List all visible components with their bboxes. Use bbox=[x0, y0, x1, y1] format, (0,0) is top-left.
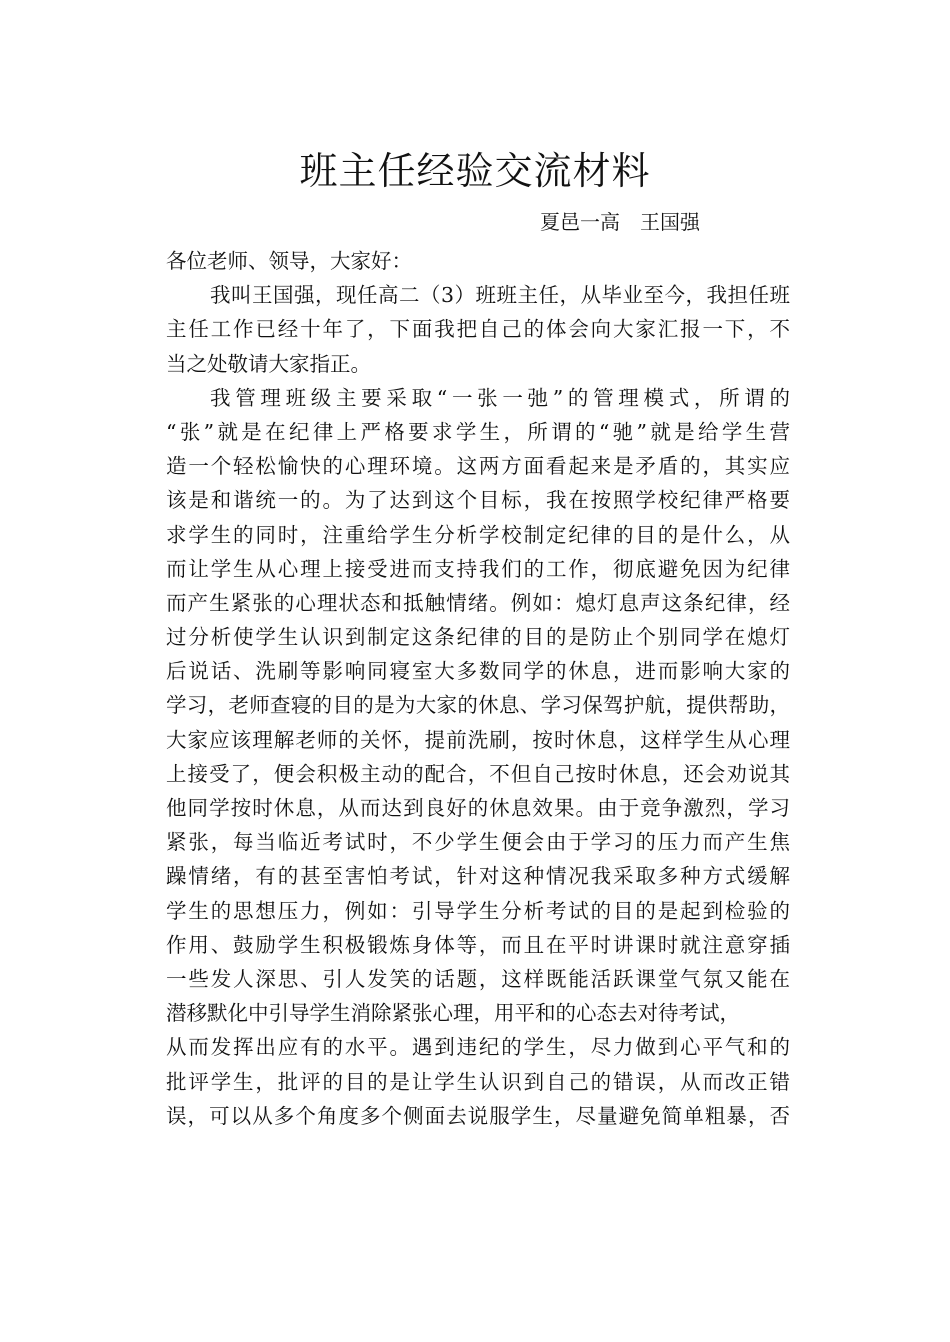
text-line: 上接受了，便会积极主动的配合，不但自己按时休息，还会劝说其 bbox=[166, 761, 790, 786]
text-line: 过分析使学生认识到制定这条纪律的目的是防止个别同学在熄灯 bbox=[166, 625, 790, 650]
document-title: 班主任经验交流材料 bbox=[299, 149, 651, 193]
text-line: 我管理班级主要采取“一张一弛”的管理模式，所谓的 bbox=[210, 385, 790, 410]
text-line: 当之处敬请大家指正。 bbox=[166, 351, 371, 376]
text-line: 他同学按时休息，从而达到良好的休息效果。由于竞争激烈，学习 bbox=[166, 796, 790, 820]
text-line: “张”就是在纪律上严格要求学生，所谓的“驰”就是给学生营 bbox=[166, 419, 790, 444]
text-line: 紧张，每当临近考试时，不少学生便会由于学习的压力而产生焦 bbox=[166, 830, 790, 855]
text-line: 潜移默化中引导学生消除紧张心理，用平和的心态去对待考试， bbox=[166, 1001, 740, 1026]
text-line: 误，可以从多个角度多个侧面去说服学生，尽量避免简单粗暴，否 bbox=[166, 1103, 790, 1128]
text-line: 一些发人深思、引人发笑的话题，这样既能活跃课堂气氛又能在 bbox=[166, 966, 790, 991]
text-line: 求学生的同时，注重给学生分析学校制定纪律的目的是什么，从 bbox=[166, 522, 790, 547]
text-line: 主任工作已经十年了，下面我把自己的体会向大家汇报一下，不 bbox=[166, 317, 790, 342]
document-author: 夏邑一高 王国强 bbox=[540, 210, 700, 234]
text-line: 作用、鼓励学生积极锻炼身体等，而且在平时讲课时就注意穿插 bbox=[166, 932, 790, 957]
text-line: 从而发挥出应有的水平。遇到违纪的学生，尽力做到心平气和的 bbox=[166, 1035, 790, 1060]
text-line: 我叫王国强，现任高二（3）班班主任，从毕业至今，我担任班 bbox=[210, 283, 790, 308]
text-line: 大家应该理解老师的关怀，提前洗刷，按时休息，这样学生从心理 bbox=[166, 727, 790, 752]
text-line: 而产生紧张的心理状态和抵触情绪。例如：熄灯息声这条纪律，经 bbox=[166, 590, 790, 615]
document-body bbox=[166, 244, 790, 1133]
text-line: 学生的思想压力，例如：引导学生分析考试的目的是起到检验的 bbox=[166, 898, 790, 923]
text-line: 躁情绪，有的甚至害怕考试，针对这种情况我采取多种方式缓解 bbox=[166, 864, 790, 889]
text-line: 批评学生，批评的目的是让学生认识到自己的错误，从而改正错 bbox=[166, 1069, 790, 1094]
text-line: 该是和谐统一的。为了达到这个目标，我在按照学校纪律严格要 bbox=[166, 488, 790, 513]
text-line: 而让学生从心理上接受进而支持我们的工作，彻底避免因为纪律 bbox=[166, 556, 790, 581]
text-line: 学习，老师查寝的目的是为大家的休息、学习保驾护航，提供帮助， bbox=[166, 693, 790, 718]
text-line: 各位老师、领导，大家好： bbox=[166, 249, 412, 273]
text-line: 后说话、洗刷等影响同寝室大多数同学的休息，进而影响大家的 bbox=[166, 659, 790, 684]
text-line: 造一个轻松愉快的心理环境。这两方面看起来是矛盾的，其实应 bbox=[166, 454, 790, 479]
